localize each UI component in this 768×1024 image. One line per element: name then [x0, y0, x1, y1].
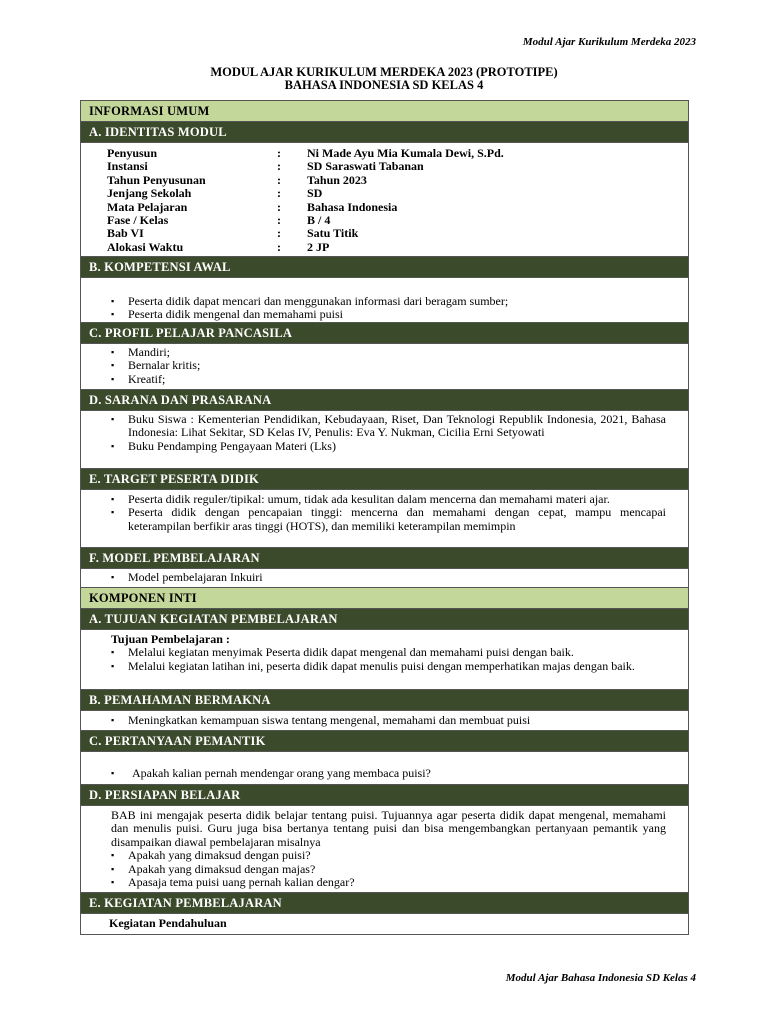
- model-content: [81, 568, 688, 587]
- heading-target-peserta-didik: E. TARGET PESERTA DIDIK: [81, 468, 688, 489]
- identitas-row: Alokasi Waktu : 2 JP: [107, 239, 330, 254]
- heading-sarana-prasarana: D. SARANA DAN PRASARANA: [81, 389, 688, 410]
- title-line-1: MODUL AJAR KURIKULUM MERDEKA 2023 (PROTOTIPE): [210, 65, 558, 79]
- list-item: ▪ Mandiri;: [107, 346, 666, 359]
- heading-pemahaman-bermakna: B. PEMAHAMAN BERMAKNA: [81, 689, 688, 710]
- pemahaman-content: [81, 710, 688, 730]
- identitas-modul-content: [81, 142, 688, 256]
- kompetensi-awal-content: [81, 277, 688, 322]
- profil-content: [81, 343, 688, 389]
- list-item: ▪ Bernalar kritis;: [107, 359, 666, 372]
- list-item: ▪ Kreatif;: [107, 373, 666, 386]
- identitas-row: Instansi : SD Saraswati Tabanan: [107, 159, 424, 174]
- list-item: ▪ Melalui kegiatan menyimak Peserta didik dapat mengenal dan memahami puisi dengan baik.: [107, 646, 666, 659]
- kegiatan-subheading: Kegiatan Pendahuluan: [109, 916, 227, 930]
- heading-kompetensi-awal: B. KOMPETENSI AWAL: [81, 256, 688, 277]
- persiapan-paragraph: BAB ini mengajak peserta didik belajar tentang puisi. Tujuannya agar peserta didik dapat mengenal, memahami dan menulis puisi. Guru juga bisa bertanya tentang puisi dan bisa mengembangkan pertanyaan pemantik yang disampaikan diawal pembelajaran misalnya: [111, 808, 666, 849]
- heading-pertanyaan-pemantik: C. PERTANYAAN PEMANTIK: [81, 730, 688, 751]
- heading-tujuan-kegiatan: A. TUJUAN KEGIATAN PEMBELAJARAN: [81, 608, 688, 629]
- document-title: [0, 66, 768, 92]
- section-informasi-umum: INFORMASI UMUM: [81, 101, 688, 121]
- tujuan-content: [81, 629, 688, 689]
- target-content: [81, 489, 688, 547]
- pertanyaan-content: [81, 751, 688, 784]
- list-item: ▪ Apakah kalian pernah mendengar orang yang membaca puisi?: [107, 767, 666, 780]
- identitas-row: Tahun Penyusunan : Tahun 2023: [107, 172, 367, 187]
- title-line-2: BAHASA INDONESIA SD KELAS 4: [284, 78, 484, 92]
- persiapan-content: [81, 805, 688, 892]
- list-item: ▪ Peserta didik mengenal dan memahami puisi: [107, 308, 666, 321]
- heading-identitas-modul: A. IDENTITAS MODUL: [81, 121, 688, 142]
- identitas-row: Jenjang Sekolah : SD: [107, 186, 323, 201]
- list-item: ▪ Meningkatkan kemampuan siswa tentang mengenal, memahami dan membuat puisi: [107, 714, 666, 727]
- list-item: ▪ Melalui kegiatan latihan ini, peserta didik dapat menulis puisi dengan memperhatikan majas dengan baik.: [107, 660, 666, 673]
- identitas-row: Fase / Kelas : B / 4: [107, 213, 331, 228]
- tujuan-subheading: Tujuan Pembelajaran :: [111, 632, 230, 646]
- identitas-row: Mata Pelajaran : Bahasa Indonesia: [107, 199, 398, 214]
- heading-persiapan-belajar: D. PERSIAPAN BELAJAR: [81, 784, 688, 805]
- heading-profil-pelajar-pancasila: C. PROFIL PELAJAR PANCASILA: [81, 322, 688, 343]
- list-item: ▪ Apasaja tema puisi uang pernah kalian dengar?: [107, 876, 666, 889]
- identitas-row: Bab VI : Satu Titik: [107, 226, 359, 241]
- list-item: ▪ Model pembelajaran Inkuiri: [107, 571, 666, 584]
- list-item: ▪ Apakah yang dimaksud dengan puisi?: [107, 849, 666, 862]
- list-item: ▪ Peserta didik dapat mencari dan menggunakan informasi dari beragam sumber;: [107, 295, 666, 308]
- list-item: ▪ Peserta didik reguler/tipikal: umum, tidak ada kesulitan dalam mencerna dan memahami materi ajar.: [107, 493, 666, 506]
- module-table: [80, 100, 689, 935]
- list-item: ▪ Peserta didik dengan pencapaian tinggi: mencerna dan memahami dengan cepat, mampu mencapai keterampilan berfikir aras tinggi (HOTS), dan memiliki keterampilan memimpin: [107, 506, 666, 533]
- section-komponen-inti: KOMPONEN INTI: [81, 587, 688, 608]
- running-header: Modul Ajar Kurikulum Merdeka 2023: [522, 36, 696, 48]
- list-item: ▪ Buku Siswa : Kementerian Pendidikan, Kebudayaan, Riset, Dan Teknologi Republik Indonesia, 2021, Bahasa Indonesia: Lihat Sekitar, SD Kelas IV, Penulis: Eva Y. Nukman, Cicilia Erni Setyowati: [107, 413, 666, 440]
- heading-model-pembelajaran: F. MODEL PEMBELAJARAN: [81, 547, 688, 568]
- kegiatan-content: [81, 913, 688, 934]
- list-item: ▪ Apakah yang dimaksud dengan majas?: [107, 863, 666, 876]
- list-item: ▪ Buku Pendamping Pengayaan Materi (Lks): [107, 440, 666, 453]
- running-footer: Modul Ajar Bahasa Indonesia SD Kelas 4: [505, 972, 696, 984]
- identitas-row: Penyusun : Ni Made Ayu Mia Kumala Dewi, S.Pd.: [107, 146, 504, 160]
- heading-kegiatan-pembelajaran: E. KEGIATAN PEMBELAJARAN: [81, 892, 688, 913]
- sarana-content: [81, 410, 688, 468]
